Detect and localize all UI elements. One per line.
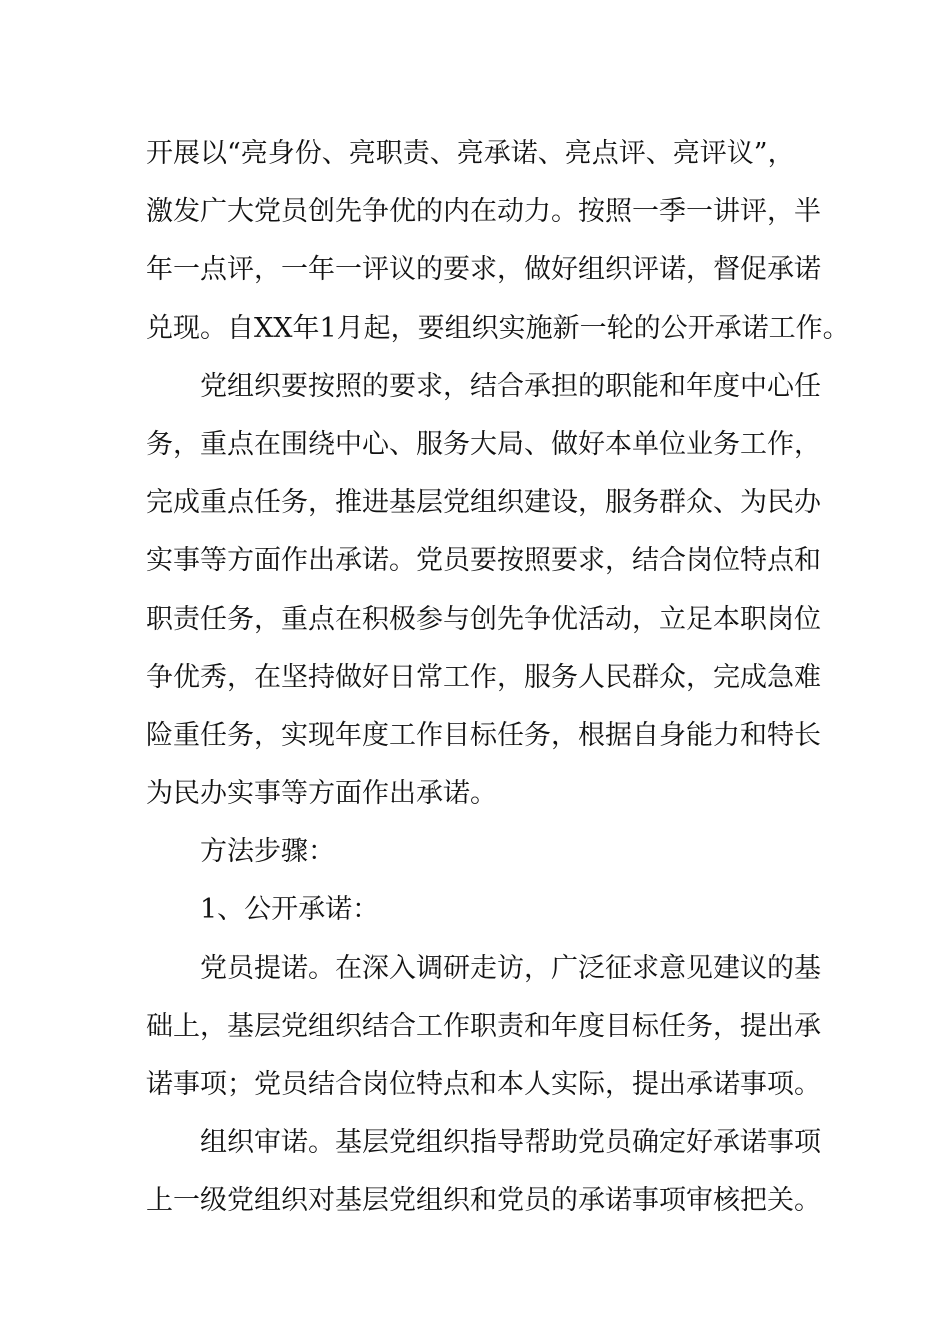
paragraph-intro-continuation bbox=[146, 125, 850, 358]
text-line: 实事等方面作出承诺。党员要按照要求，结合岗位特点和 bbox=[146, 545, 821, 577]
text-line: 务，重点在围绕中心、服务大局、做好本单位业务工作， bbox=[146, 428, 821, 460]
text-line: 上一级党组织对基层党组织和党员的承诺事项审核把关。 bbox=[146, 1185, 821, 1217]
text-line: 诺事项；党员结合岗位特点和本人实际，提出承诺事项。 bbox=[146, 1069, 821, 1100]
text-line: 完成重点任务，推进基层党组织建设，服务群众、为民办 bbox=[146, 487, 821, 519]
text-line: 开展以“亮身份、亮职责、亮承诺、亮点评、亮评议”， bbox=[146, 138, 795, 169]
text-line: 争优秀，在坚持做好日常工作，服务人民群众，完成急难 bbox=[146, 661, 821, 693]
text-line: 础上，基层党组织结合工作职责和年度目标任务，提出承 bbox=[146, 1010, 821, 1042]
paragraph-member-proposal bbox=[146, 940, 821, 1115]
text-line: 险重任务，实现年度工作目标任务，根据自身能力和特长 bbox=[146, 719, 821, 751]
text-line: 1、公开承诺： bbox=[200, 894, 380, 926]
text-line: 党员提诺。在深入调研走访，广泛征求意见建议的基 bbox=[200, 952, 821, 984]
text-line: 为民办实事等方面作出承诺。 bbox=[146, 778, 497, 810]
heading-step-1 bbox=[146, 881, 806, 939]
heading-method-steps bbox=[146, 823, 806, 881]
text-line: 党组织要按照的要求，结合承担的职能和年度中心任 bbox=[200, 370, 821, 402]
text-line: 组织审诺。基层党组织指导帮助党员确定好承诺事项 bbox=[200, 1127, 821, 1159]
text-line: 方法步骤： bbox=[200, 836, 335, 868]
paragraph-commitment-requirements bbox=[146, 358, 821, 824]
text-line: 职责任务，重点在积极参与创先争优活动，立足本职岗位 bbox=[146, 603, 821, 635]
text-line: 兑现。自XX年1月起，要组织实施新一轮的公开承诺工作。 bbox=[146, 312, 850, 344]
text-line: 激发广大党员创先争优的内在动力。按照一季一讲评，半 bbox=[146, 196, 821, 228]
document-body bbox=[146, 125, 850, 1231]
paragraph-organization-review bbox=[146, 1114, 821, 1230]
text-line: 年一点评，一年一评议的要求，做好组织评诺，督促承诺 bbox=[146, 254, 821, 286]
